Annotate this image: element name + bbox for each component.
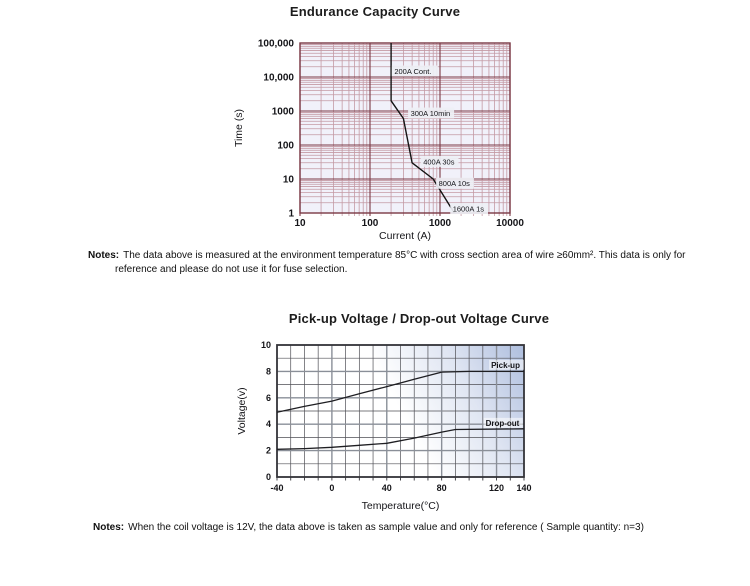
notes-label: Notes: xyxy=(88,250,120,261)
endurance-chart-title: Endurance Capacity Curve xyxy=(289,4,461,19)
y-axis-tick-labels xyxy=(258,39,295,220)
annotation-label: 1600A 1s xyxy=(452,204,485,214)
x-tick-label: 80 xyxy=(436,483,447,493)
y-tick-label: 10 xyxy=(260,340,271,350)
annotation-label: 300A 10min xyxy=(410,109,451,119)
annotation-label: 200A Cont. xyxy=(394,67,432,77)
x-tick-label: -40 xyxy=(270,483,284,493)
y-tick-label: 1 xyxy=(288,208,294,220)
annotation-label: 400A 30s xyxy=(423,157,455,167)
y-tick-label: 10 xyxy=(282,174,294,186)
endurance-chart xyxy=(225,32,535,247)
x-tick-label: 10000 xyxy=(496,218,524,229)
endurance-notes-line2: reference and please do not use it for fuse selection. xyxy=(115,264,348,275)
y-tick-label: 100,000 xyxy=(257,38,294,50)
x-axis-tick-labels xyxy=(270,483,531,493)
curve-label: Pick-up xyxy=(491,360,520,370)
x-tick-label: 10 xyxy=(294,218,306,229)
x-tick-label: 120 xyxy=(489,483,505,493)
y-tick-label: 1000 xyxy=(271,106,294,118)
voltage-chart-title: Pick-up Voltage / Drop-out Voltage Curve xyxy=(288,311,550,326)
y-axis-title: Time (s) xyxy=(233,108,245,148)
y-axis-title: Voltage(v) xyxy=(236,387,248,435)
endurance-notes-line1 xyxy=(88,249,685,263)
voltage-notes xyxy=(93,521,644,535)
x-tick-label: 0 xyxy=(329,483,335,493)
x-tick-label: 100 xyxy=(361,218,379,229)
notes-text: The data above is measured at the environment temperature 85°C with cross section area of wire ≥60mm². This data is only for xyxy=(123,250,686,261)
y-tick-label: 0 xyxy=(265,472,271,482)
y-tick-label: 6 xyxy=(265,392,271,403)
y-tick-label: 10,000 xyxy=(263,72,294,84)
x-axis-title: Current (A) xyxy=(379,230,431,242)
y-tick-label: 4 xyxy=(265,419,271,430)
y-tick-label: 2 xyxy=(265,445,271,456)
x-tick-label: 40 xyxy=(381,483,392,493)
y-tick-label: 8 xyxy=(265,366,271,377)
endurance-notes xyxy=(88,249,685,277)
x-tick-label: 1000 xyxy=(428,218,452,229)
y-axis-tick-labels xyxy=(261,340,271,482)
x-tick-label: 140 xyxy=(516,483,532,493)
annotation-label: 800A 10s xyxy=(438,179,470,189)
x-axis-tick-labels xyxy=(294,218,524,229)
x-axis-title: Temperature(°C) xyxy=(361,500,440,512)
voltage-chart xyxy=(230,333,560,518)
curve-label: Drop-out xyxy=(485,418,520,428)
notes-label: Notes: xyxy=(93,522,125,533)
notes-text: When the coil voltage is 12V, the data above is taken as sample value and only for reference ( Sample quantity: n=3) xyxy=(128,522,644,533)
y-tick-label: 100 xyxy=(277,140,294,152)
